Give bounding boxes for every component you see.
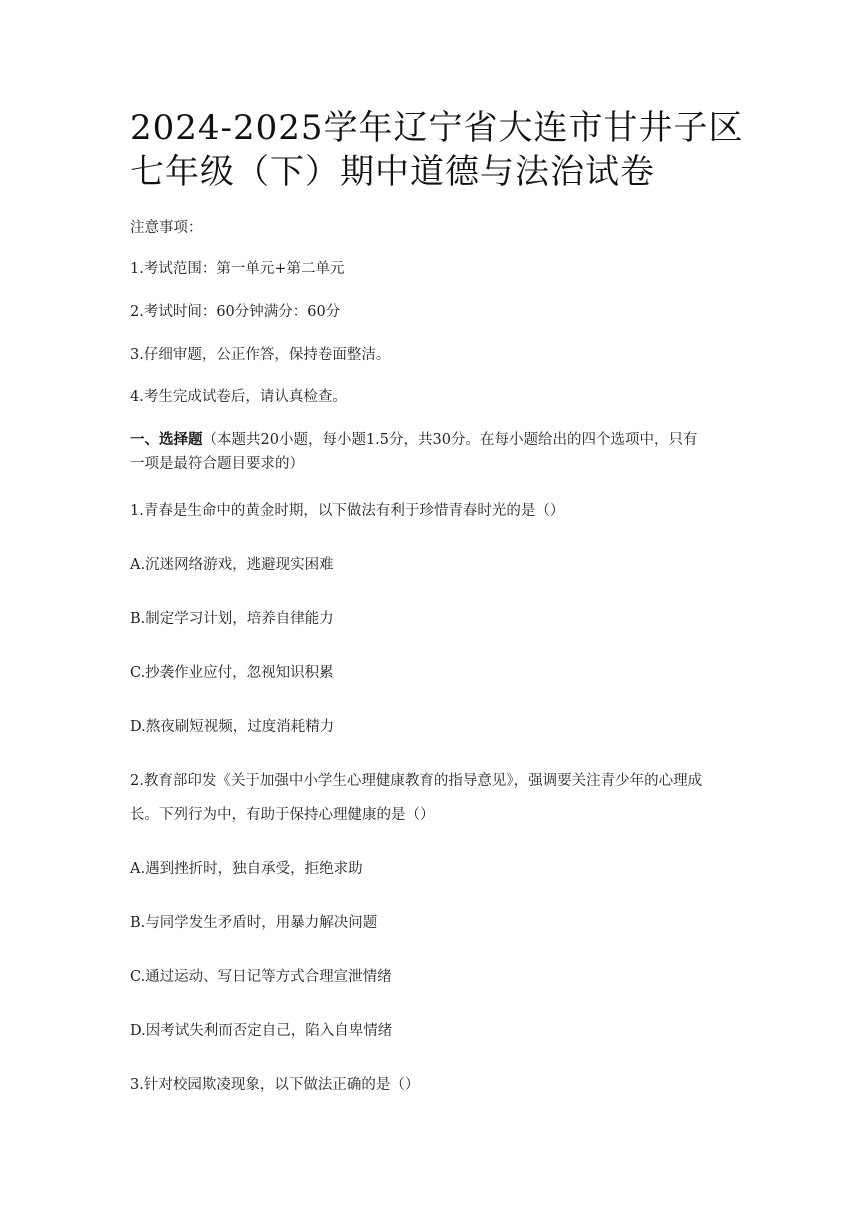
question-2-stem-cont: 长。下列行为中，有助于保持心理健康的是（） (130, 807, 435, 823)
section-1-description-cont: 一项是最符合题目要求的） (130, 456, 304, 472)
question-3-stem: 3.针对校园欺凌现象，以下做法正确的是（） (130, 1077, 420, 1093)
question-1-option-a: A.沉迷网络游戏，逃避现实困难 (130, 557, 334, 573)
section-1-label: 一、选择题 (130, 431, 203, 448)
question-1-option-c: C.抄袭作业应付，忽视知识积累 (130, 665, 334, 681)
question-1-option-d: D.熬夜刷短视频，过度消耗精力 (130, 719, 335, 735)
section-1-description: （本题共20小题，每小题1.5分，共30分。在每小题给出的四个选项中，只有 (202, 432, 698, 448)
question-1-stem: 1.青春是生命中的黄金时期，以下做法有利于珍惜青春时光的是（） (130, 503, 565, 519)
exam-title-line-2: 七年级（下）期中道德与法治试卷 (130, 152, 655, 192)
question-2-option-c: C.通过运动、写日记等方式合理宣泄情绪 (130, 969, 392, 985)
question-2-option-b: B.与同学发生矛盾时，用暴力解决问题 (130, 915, 378, 931)
notice-item-1: 1.考试范围：第一单元+第二单元 (130, 261, 345, 277)
notice-heading: 注意事项： (130, 220, 203, 236)
notice-item-2: 2.考试时间：60分钟满分：60分 (130, 304, 341, 320)
question-2-option-d: D.因考试失利而否定自己，陷入自卑情绪 (130, 1023, 393, 1039)
notice-item-3: 3.仔细审题，公正作答，保持卷面整洁。 (130, 347, 391, 363)
section-1-header (130, 430, 697, 450)
notice-item-4: 4.考生完成试卷后，请认真检查。 (130, 389, 347, 405)
question-1-option-b: B.制定学习计划，培养自律能力 (130, 611, 334, 627)
exam-title-line-1: 2024-2025学年辽宁省大连市甘井子区 (130, 108, 744, 148)
question-2-stem: 2.教育部印发《关于加强中小学生心理健康教育的指导意见》，强调要关注青少年的心理成 (130, 773, 703, 789)
question-2-option-a: A.遇到挫折时，独自承受，拒绝求助 (130, 861, 363, 877)
